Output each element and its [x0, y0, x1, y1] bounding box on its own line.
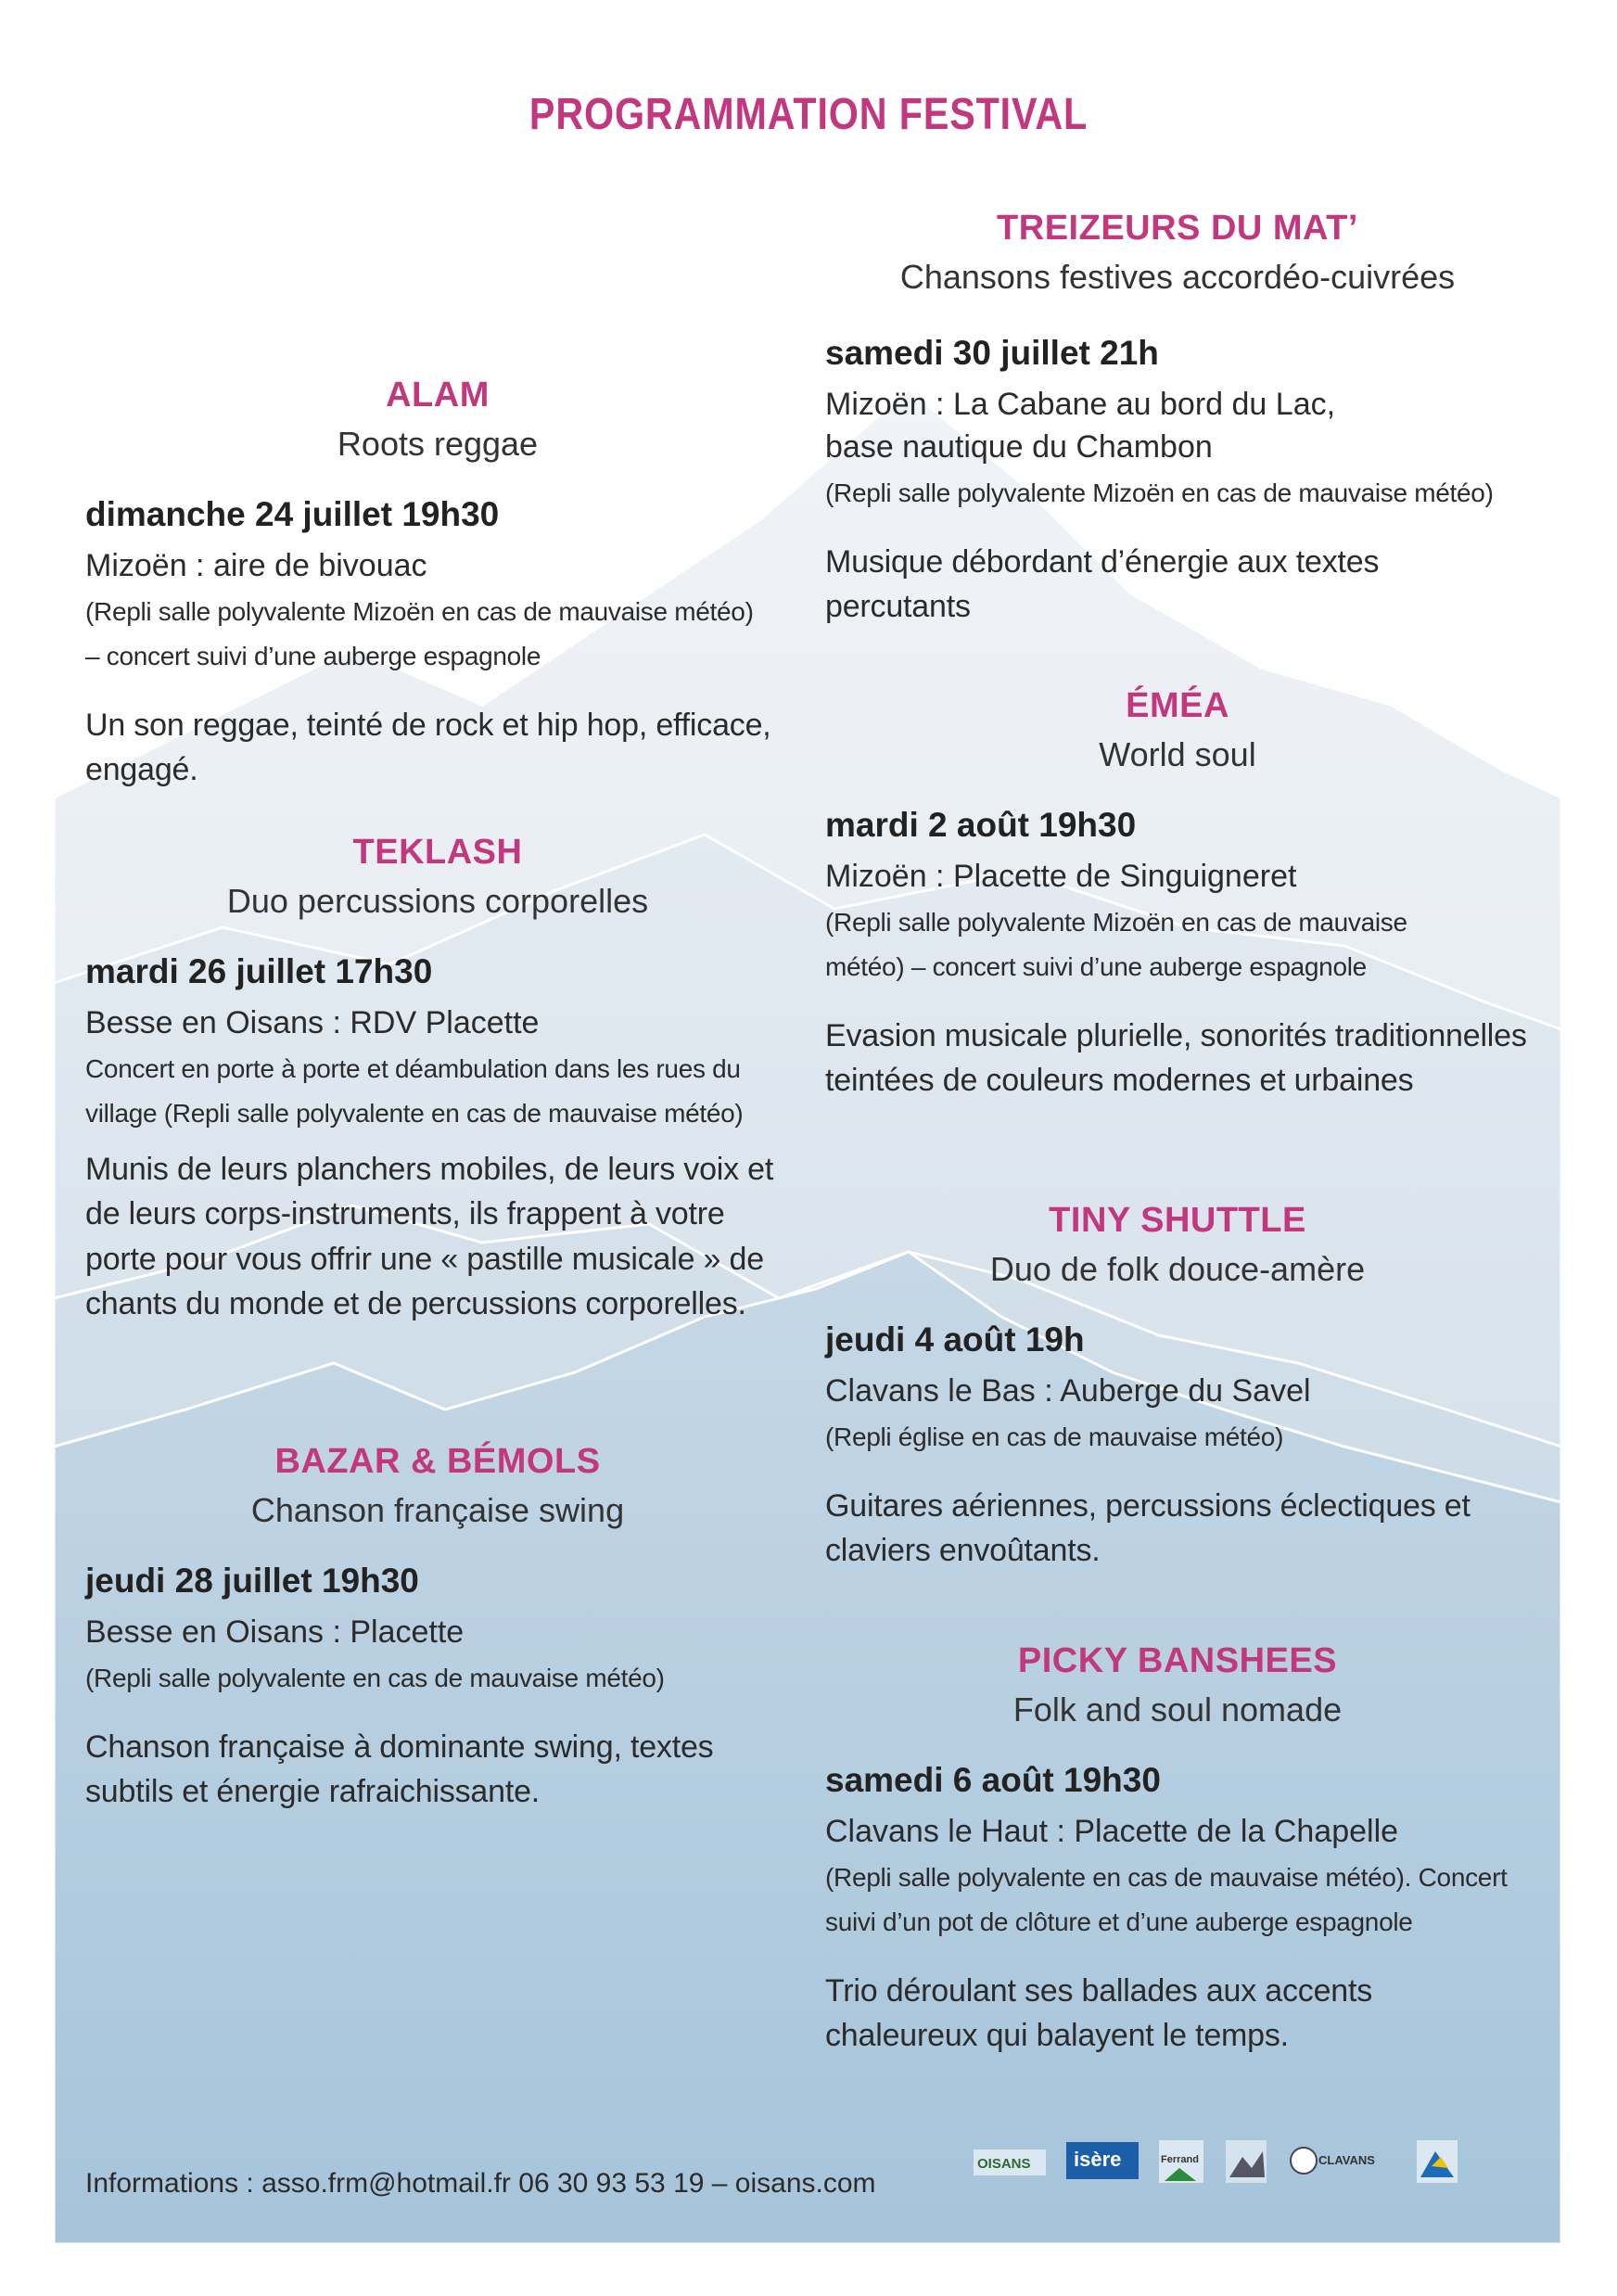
- concert-genre: Chanson française swing: [250, 1491, 625, 1529]
- partner-logos: [974, 2129, 1483, 2194]
- page-title: PROGRAMMATION FESTIVAL: [528, 90, 1089, 139]
- concert-genre: World soul: [1099, 735, 1256, 773]
- concert-note: (Repli salle polyvalente Mizoën en cas de mauvaise météo): [825, 478, 1494, 507]
- isere-logo: [1066, 2142, 1139, 2179]
- concert-note: (Repli salle polyvalente en cas de mauvaise météo). Concert suivi d’un pot de clôture et d’une auberge espagnole: [825, 1862, 1508, 1937]
- concert-genre: Folk and soul nomade: [1012, 1690, 1343, 1728]
- concert-note: Concert en porte à porte et déambulation dans les rues du village (Repli salle polyvalente en cas de mauvaise météo): [85, 1053, 744, 1129]
- concert-date: samedi 6 août 19h30: [825, 1761, 1161, 1799]
- concert-alam: [85, 376, 790, 793]
- concert-name: PICKY BANSHEES: [1017, 1641, 1338, 1680]
- oisans-logo: [974, 2149, 1046, 2175]
- concert-genre: Duo de folk douce-amère: [989, 1250, 1366, 1288]
- concert-note: (Repli salle polyvalente en cas de mauvaise météo): [85, 1663, 665, 1692]
- concert-place: Besse en Oisans : Placette: [85, 1614, 465, 1650]
- concert-note: (Repli salle polyvalente Mizoën en cas de mauvaise météo) – concert suivi d’une auberge espagnole: [825, 907, 1407, 982]
- concert-date: mardi 2 août 19h30: [825, 806, 1137, 844]
- concert-name: TREIZEURS DU MAT’: [997, 209, 1358, 248]
- concert-date: jeudi 4 août 19h: [825, 1320, 1085, 1358]
- besse-logo: [1417, 2140, 1458, 2183]
- ferrand-logo: [1159, 2140, 1203, 2183]
- concert-place: Clavans le Haut : Placette de la Chapelle: [825, 1814, 1399, 1849]
- concert-description: Un son reggae, teinté de rock et hip hop, efficace, engagé.: [85, 708, 771, 788]
- concert-note: (Repli salle polyvalente Mizoën en cas de mauvaise météo) – concert suivi d’une auberge espagnole: [85, 596, 754, 671]
- concert-name: ALAM: [386, 376, 490, 415]
- concert-place: Mizoën : La Cabane au bord du Lac, base nautique du Chambon: [825, 387, 1336, 465]
- concert-date: mardi 26 juillet 17h30: [85, 952, 433, 990]
- concert-treizeurs-du-mat: [825, 209, 1530, 629]
- concert-description: Guitares aériennes, percussions éclectiques et claviers envoûtants.: [825, 1488, 1471, 1569]
- concert-bazar-bemols: [85, 1442, 790, 1815]
- mizoen-logo: [1226, 2140, 1267, 2183]
- concert-picky-banshees: [825, 1641, 1530, 2059]
- concert-note: (Repli église en cas de mauvaise météo): [825, 1422, 1284, 1451]
- concert-emea: [825, 686, 1530, 1103]
- concert-teklash: [85, 833, 790, 1326]
- concert-genre: Duo percussions corporelles: [226, 882, 649, 920]
- logo-clavans: CLAVANS: [1318, 2153, 1375, 2167]
- concert-genre: Roots reggae: [337, 425, 539, 463]
- concert-name: TINY SHUTTLE: [1049, 1201, 1306, 1240]
- concert-date: dimanche 24 juillet 19h30: [85, 495, 500, 533]
- concert-date: jeudi 28 juillet 19h30: [85, 1562, 419, 1600]
- concert-description: Evasion musicale plurielle, sonorités traditionnelles teintées de couleurs modernes et urbaines: [825, 1018, 1527, 1099]
- concert-description: Trio déroulant ses ballades aux accents chaleureux qui balayent le temps.: [825, 1973, 1373, 2054]
- concert-place: Besse en Oisans : RDV Placette: [85, 1005, 540, 1040]
- concert-name: TEKLASH: [352, 833, 523, 872]
- concert-place: Clavans le Bas : Auberge du Savel: [825, 1373, 1311, 1409]
- concert-genre: Chansons festives accordéo-cuivrées: [899, 258, 1456, 296]
- logo-ferrand: Ferrand: [1161, 2154, 1199, 2165]
- concert-tiny-shuttle: [825, 1201, 1530, 1574]
- concert-name: BAZAR & BÉMOLS: [274, 1442, 601, 1481]
- concert-place: Mizoën : aire de bivouac: [85, 548, 427, 583]
- logo-oisans: OISANS: [977, 2156, 1031, 2172]
- concert-description: Chanson française à dominante swing, textes subtils et énergie rafraichissante.: [85, 1729, 714, 1810]
- concert-name: ÉMÉA: [1126, 686, 1229, 725]
- concert-description: Munis de leurs planchers mobiles, de leurs voix et de leurs corps-instruments, ils frappent à votre porte pour vous offrir une « pastille musicale » de chants du monde et de percussions corporelles.: [85, 1152, 774, 1321]
- concert-date: samedi 30 juillet 21h: [825, 334, 1159, 372]
- concert-place: Mizoën : Placette de Singuigneret: [825, 859, 1297, 894]
- logo-isere: isère: [1074, 2148, 1122, 2171]
- clavans-logo: [1291, 2148, 1375, 2174]
- concert-description: Musique débordant d’énergie aux textes percutants: [825, 543, 1380, 625]
- footer-info: Informations : asso.frm@hotmail.fr 06 30 93 53 19 – oisans.com: [85, 2168, 876, 2199]
